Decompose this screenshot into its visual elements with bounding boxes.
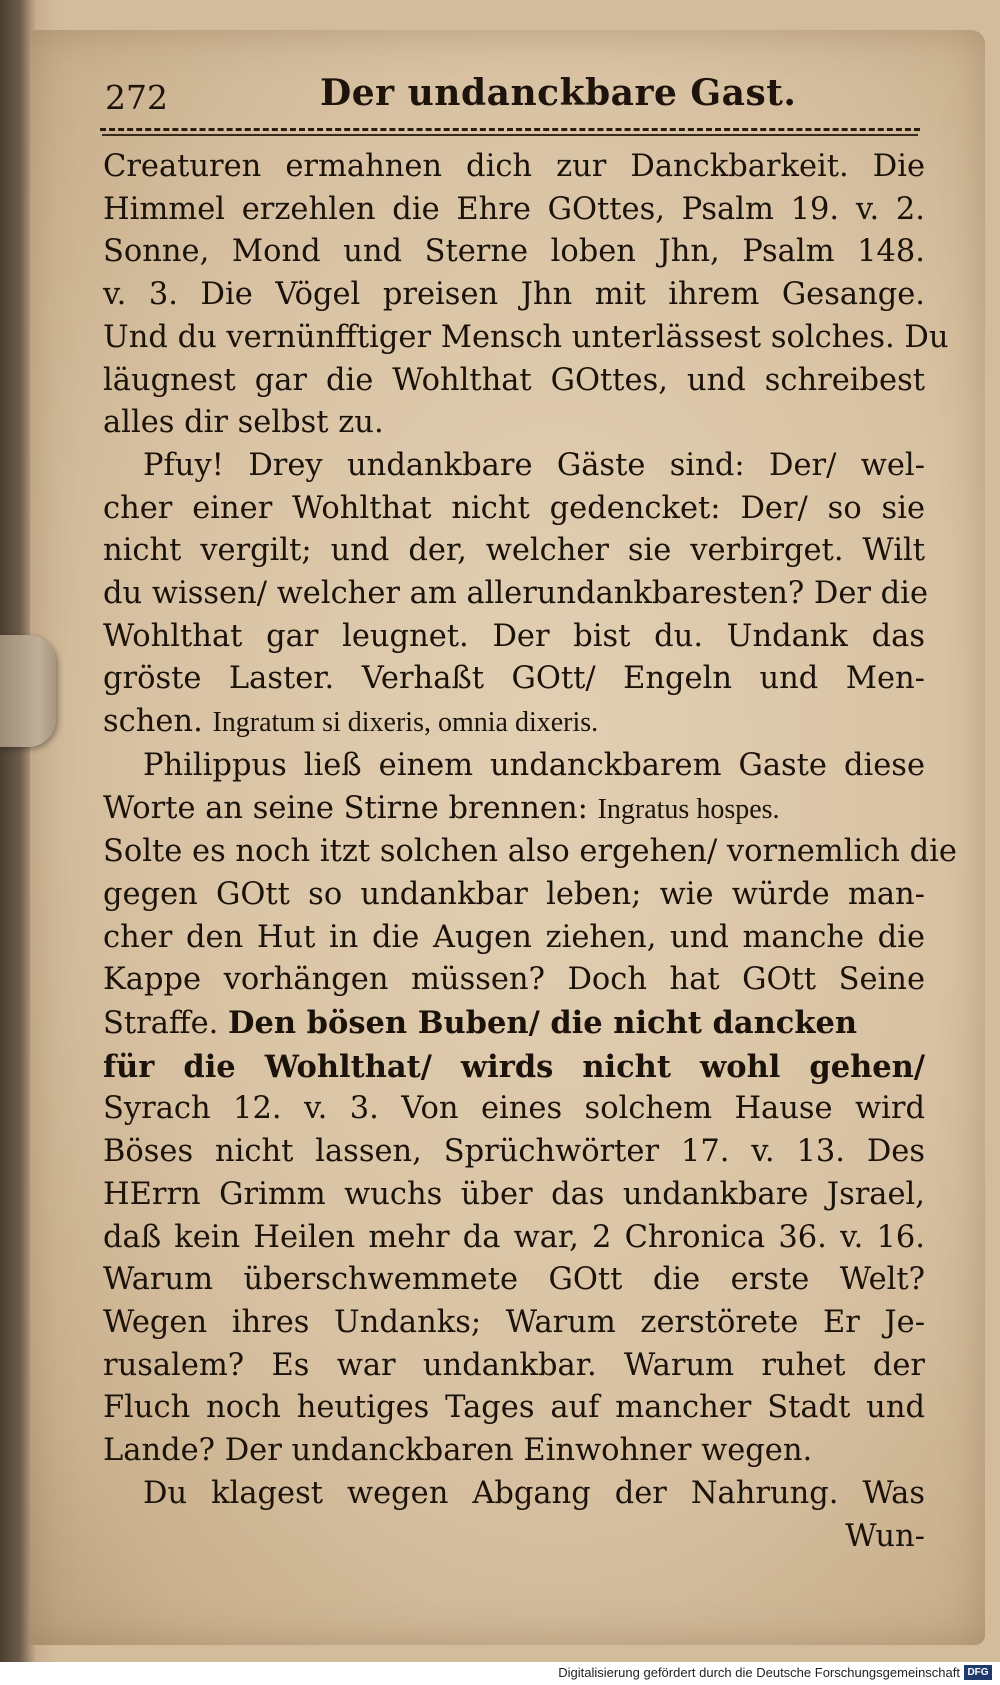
text-line-with-latin [103,701,925,745]
text-line: gegen GOtt so undankbar leben; wie würde man- [103,876,925,912]
text-line: Wegen ihres Undanks; Warum zerstörete Er Je- [103,1304,925,1340]
text-line: Lande? Der undanckbaren Einwohner wegen. [103,1433,813,1469]
body-text [103,146,957,1558]
text-line: läugnest gar die Wohlthat GOttes, und schreibest [103,362,925,398]
latin-quote: Ingratum si dixeris, omnia dixeris. [212,707,599,739]
text-line: Creaturen ermahnen dich zur Danckbarkeit. Die [103,149,925,184]
text-line-bold: für die Wohlthat/ wirds nicht wohl gehen/ [103,1048,925,1085]
text-line: alles dir selbst zu. [103,405,384,441]
text-line: Fluch noch heutiges Tages auf mancher Stadt und [103,1390,925,1426]
text-line: Syrach 12. v. 3. Von eines solchem Hause wird [103,1091,925,1127]
bold-quote: Den bösen Buben/ die nicht dancken [228,1005,858,1042]
text-line: HErrn Grimm wuchs über das undankbare Jsrael, [103,1176,925,1212]
text-line: v. 3. Die Vögel preisen Jhn mit ihrem Gesange. [103,277,925,313]
text-line-with-bold [103,1002,925,1046]
page-number: 272 [105,78,168,117]
text-line: cher den Hut in die Augen ziehen, und manche die [103,919,925,955]
running-head: Der undanckbare Gast. [320,72,797,114]
text-line-with-latin [103,788,925,832]
text-line: Pfuy! Drey undankbare Gäste sind: Der/ wel- [143,447,925,483]
page-clip [0,635,56,747]
text-line: Philippus ließ einem undanckbarem Gaste diese [143,747,925,783]
text-line: rusalem? Es war undankbar. Warum ruhet der [103,1347,925,1383]
footer-credit: Digitalisierung gefördert durch die Deutsche Forschungsgemeinschaft [558,1665,960,1680]
text-line: Sonne, Mond und Sterne loben Jhn, Psalm 148. [103,234,925,270]
text-line: Warum überschwemmete GOtt die erste Welt? [103,1262,925,1298]
text-line: nicht vergilt; und der, welcher sie verbirget. Wilt [103,533,925,569]
text-line: cher einer Wohlthat nicht gedencket: Der/ so sie [103,490,925,526]
text-line: Böses nicht lassen, Sprüchwörter 17. v. 13. Des [103,1134,925,1170]
text-line: Und du vernünfftiger Mensch unterlässest solches. Du [103,319,949,355]
dfg-logo-icon: DFG [964,1665,992,1680]
header-rule-underline [102,134,918,136]
text-line: Himmel erzehlen die Ehre GOttes, Psalm 19. v. 2. [103,191,925,227]
text-line: Solte es noch itzt solchen also ergehen/ vornemlich die [103,834,957,870]
latin-quote: Ingratus hospes. [597,793,780,825]
text-line: Kappe vorhängen müssen? Doch hat GOtt Seine [103,962,925,998]
text-line: gröste Laster. Verhaßt GOtt/ Engeln und Men- [103,661,925,697]
text-segment: Worte an seine Stirne brennen: [103,790,588,826]
text-line: Du klagest wegen Abgang der Nahrung. Was [143,1475,925,1511]
text-line: daß kein Heilen mehr da war, 2 Chronica 36. v. 16. [103,1219,925,1255]
text-segment: Straffe. [103,1006,219,1042]
text-line: du wissen/ welcher am allerundankbaresten? Der die [103,576,928,612]
text-segment: schen. [103,704,203,740]
catchword: Wun- [845,1518,925,1554]
header-rule [100,128,920,131]
text-line: Wohlthat gar leugnet. Der bist du. Undank das [103,618,925,654]
